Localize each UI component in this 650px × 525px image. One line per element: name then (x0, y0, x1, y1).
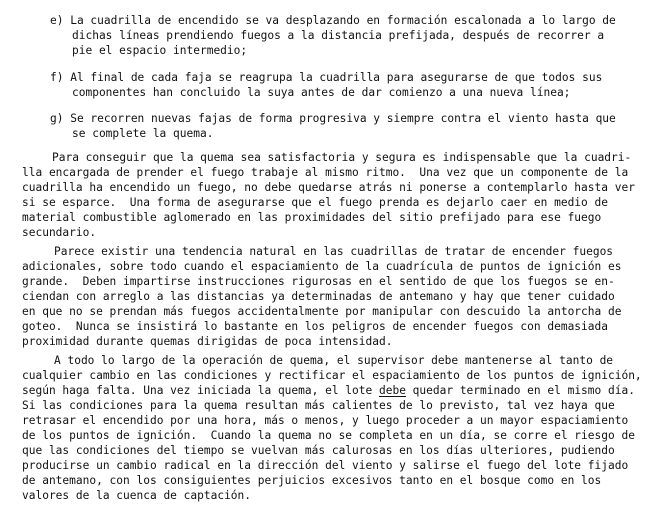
p1-line-5: material combustible aglomerado en las proximidades del sitio prefijado para ese fuego (22, 211, 602, 224)
p2-line-4: ciendan con arreglo a las distancias ya determinadas de antemano y hay que tener cuidado (22, 290, 615, 303)
emphasis-debe: debe (378, 384, 406, 397)
p1-line-2: lla encargada de prender el fuego trabaje al mismo ritmo. Una vez que un componente de la (22, 166, 629, 179)
p2-line-3: grande. Deben impartirse instrucciones rigurosas en el sentido de que los fuegos se en- (22, 275, 615, 288)
item-e-line-3: pie el espacio intermedio; (72, 44, 248, 57)
p1-line-4: si se esparce. Una forma de asegurarse que el fuego prenda es dejarlo caer en medio de (22, 196, 608, 209)
p3-line-6: de los puntos de ignición. Cuando la quema no se completa en un día, se corre el riesgo de (22, 429, 635, 442)
item-g-line-2: se complete la quema. (72, 127, 214, 140)
p2-line-6: goteo. Nunca se insistirá lo bastante en los peligros de encender fuegos con demasiada (22, 320, 608, 333)
item-e-line-2: dichas líneas prendiendo fuegos a la distancia prefijada, después de recorrer a (72, 29, 605, 42)
p3-line-3-start: según haga falta. Una vez iniciada la quema, el lote (22, 384, 379, 397)
p3-line-1: A todo lo largo de la operación de quema, el supervisor debe mantenerse al tanto de (54, 354, 614, 367)
item-f-line-2: componentes han concluido la suya antes de dar comienzo a una nueva línea; (72, 86, 571, 99)
p3-line-4: Si las condiciones para la quema resultan más calientes de lo previsto, tal vez haya que (22, 399, 615, 412)
p1-line-3: cuadrilla ha encendido un fuego, no debe quedarse atrás ni ponerse a contemplarlo hasta ver (22, 181, 635, 194)
p3-line-7: que las condiciones del tiempo se vuelvan más calurosas en los días ulteriores, pudiendo (22, 444, 615, 457)
p2-line-2: adicionales, sobre todo cuando el espaciamiento de la cuadrícula de puntos de ignición es (22, 260, 622, 273)
p3-line-5: retrasar el encendido por una hora, más o menos, y luego proceder a un mayor espaciamiento (22, 414, 629, 427)
p3-line-10: valores de la cuenca de captación. (22, 489, 252, 502)
p1-line-1: Para conseguir que la quema sea satisfactoria y segura es indispensable que la cuadri- (52, 151, 632, 164)
p3-line-3 (22, 384, 635, 398)
p1-line-6: secundario. (22, 226, 97, 239)
item-g-line-1: g) Se recorren nuevas fajas de forma progresiva y siempre contra el viento hasta que (50, 112, 616, 125)
p3-line-9: de antemano, con los consiguientes perjuicios excesivos tanto en el bosque como en los (22, 474, 602, 487)
item-e-line-1: e) La cuadrilla de encendido se va desplazando en formación escalonada a lo largo de (50, 14, 616, 27)
item-f-line-1: f) Al final de cada faja se reagrupa la cuadrilla para asegurarse de que todos sus (50, 71, 603, 84)
p3-line-3-end: quedar terminado en el mismo día. (405, 384, 635, 397)
p2-line-5: en que no se prendan más fuegos accidentalmente por manipular con descuido la antorcha de (22, 305, 622, 318)
p3-line-2: cualquier cambio en las condiciones y rectificar el espaciamiento de los puntos de ignición, (22, 369, 642, 382)
p3-line-8: producirse un cambio radical en la dirección del viento y salirse el fuego del lote fijado (22, 459, 629, 472)
p2-line-7: proximidad durante quemas dirigidas de poca intensidad. (22, 335, 393, 348)
p2-line-1: Parece existir una tendencia natural en las cuadrillas de tratar de encender fuegos (54, 245, 614, 258)
